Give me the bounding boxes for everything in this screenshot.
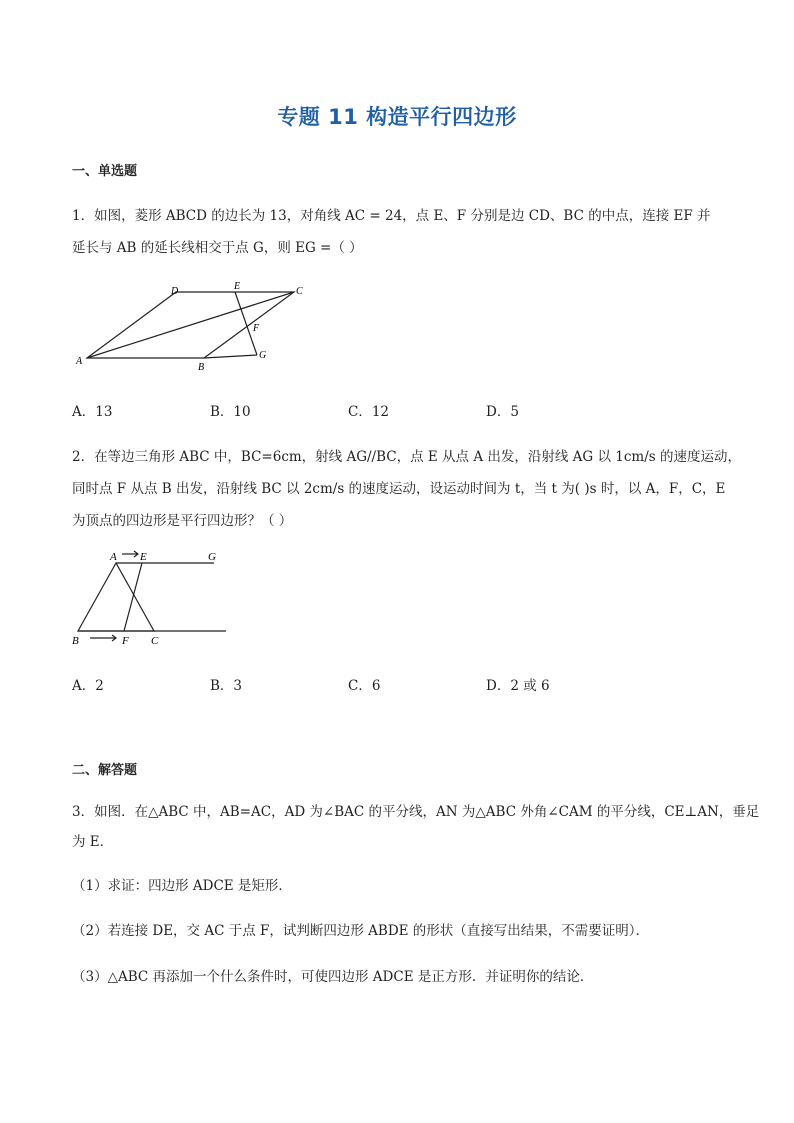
label-g: G: [259, 350, 267, 361]
q3-part1: （1）求证：四边形 ADCE 是矩形．: [72, 878, 292, 894]
q3-text-line1: 3．如图．在△ABC 中，AB=AC，AD 为∠BAC 的平分线，AN 为△ABC 外角∠CAM 的平分线，CE⊥AN，垂足: [72, 804, 760, 820]
label-d: D: [171, 286, 179, 297]
q3-part3: （3）△ABC 再添加一个什么条件时，可使四边形 ADCE 是正方形．并证明你的结论．: [72, 969, 594, 985]
triangle-abc: [78, 563, 154, 631]
label-e: E: [234, 281, 241, 292]
q2-text-line1: 2．在等边三角形 ABC 中，BC=6cm，射线 AG//BC，点 E 从点 A 出发，沿射线 AG 以 1cm/s 的速度运动，: [72, 449, 742, 465]
label-f: F: [253, 323, 260, 334]
label-a: A: [110, 551, 117, 563]
q1-option-a[interactable]: A．13: [72, 404, 113, 420]
q1-text-line2: 延长与 AB 的延长线相交于点 G，则 EG =（ ）: [72, 240, 363, 256]
section-heading-answer: 二、解答题: [72, 763, 138, 778]
q1-option-d[interactable]: D．5: [486, 404, 519, 420]
q1-option-c[interactable]: C．12: [348, 404, 390, 420]
label-b: B: [198, 362, 205, 373]
q2-triangle-figure: [68, 548, 238, 648]
q2-text-line2: 同时点 F 从点 B 出发，沿射线 BC 以 2cm/s 的速度运动，设运动时间为 t，当 t 为( )s 时，以 A，F，C，E: [72, 481, 726, 497]
q1-text-line1: 1．如图，菱形 ABCD 的边长为 13，对角线 AC = 24，点 E、F 分别是边 CD、BC 的中点，连接 EF 并: [72, 208, 711, 224]
diagonal-ac: [87, 292, 294, 358]
label-g: G: [208, 551, 216, 563]
label-c: C: [296, 286, 303, 297]
q2-option-c[interactable]: C．6: [348, 678, 381, 694]
segment-ef: [124, 563, 142, 631]
segment-bg: [204, 355, 257, 358]
q1-option-b[interactable]: B．10: [210, 404, 251, 420]
label-f: F: [122, 635, 129, 647]
section-heading-single-choice: 一、单选题: [72, 164, 138, 179]
page-title: 专题 11 构造平行四边形: [277, 105, 517, 129]
label-e: E: [140, 551, 147, 563]
q2-option-d[interactable]: D．2 或 6: [486, 678, 550, 694]
q3-text-line2: 为 E．: [72, 834, 114, 850]
label-b: B: [72, 635, 79, 647]
q2-text-line3: 为顶点的四边形是平行四边形？（ ）: [72, 513, 293, 529]
q3-part2: （2）若连接 DE，交 AC 于点 F，试判断四边形 ABDE 的形状（直接写出结果，不需要证明）．: [72, 923, 650, 939]
label-a: A: [76, 356, 83, 367]
q2-option-a[interactable]: A．2: [72, 678, 104, 694]
q1-rhombus-figure: [70, 278, 320, 378]
label-c: C: [151, 635, 159, 647]
q2-option-b[interactable]: B．3: [210, 678, 243, 694]
